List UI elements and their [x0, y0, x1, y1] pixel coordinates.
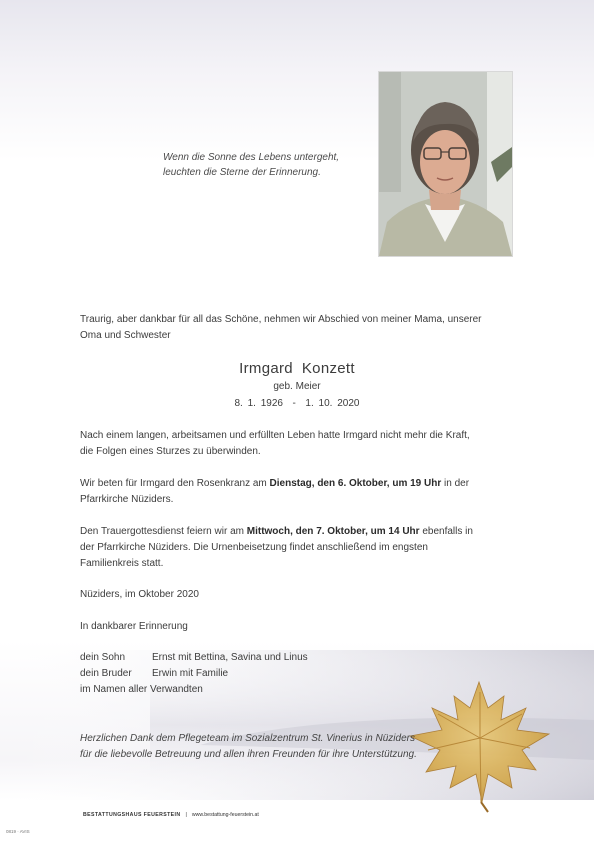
rosary-text: Wir beten für Irmgard den Rosenkranz am: [80, 478, 270, 489]
quote-line-1: Wenn die Sonne des Lebens untergeht,: [163, 152, 340, 163]
intro-line-1: Traurig, aber dankbar für all das Schöne, nehmen wir Abschied von meiner Mama, unserer: [80, 314, 482, 325]
life-dates: 8. 1. 1926 - 1. 10. 2020: [234, 398, 360, 409]
mourner-relation: dein Sohn: [80, 652, 126, 663]
intro-text: [80, 312, 520, 344]
rosary-line-1: [80, 476, 520, 492]
life-line-2: die Folgen eines Sturzes zu überwinden.: [80, 446, 261, 457]
quote-line-2: leuchten die Sterne der Erinnerung.: [163, 167, 321, 178]
footer-separator: |: [185, 812, 187, 818]
service-text: Den Trauergottesdienst feiern wir am: [80, 526, 247, 537]
life-paragraph: [80, 428, 520, 460]
service-line-1: [80, 524, 520, 540]
place-date: Nüziders, im Oktober 2020: [80, 589, 199, 600]
mourner-names: Erwin mit Familie: [152, 668, 229, 679]
print-code: 0819 · AVIS: [6, 829, 30, 834]
service-paragraph: [80, 524, 520, 572]
rosary-text-end: in der: [441, 478, 470, 489]
rosary-date: Dienstag, den 6. Oktober, um 19 Uhr: [269, 478, 442, 489]
service-line-2: der Pfarrkirche Nüziders. Die Urnenbeisetzung findet anschließend im engsten: [80, 542, 428, 553]
thanks-line-1: Herzlichen Dank dem Pflegeteam im Sozialzentrum St. Vinerius in Nüziders: [80, 733, 415, 744]
life-line-1: Nach einem langen, arbeitsamen und erfüllten Leben hatte Irmgard nicht mehr die Kraft,: [80, 430, 470, 441]
mourner-relation: dein Bruder: [80, 668, 132, 679]
service-line-3: Familienkreis statt.: [80, 558, 164, 569]
mourner-names: Ernst mit Bettina, Savina und Linus: [152, 652, 308, 663]
funeral-home-name: BESTATTUNGSHAUS FEUERSTEIN: [83, 812, 181, 818]
rosary-line-2: Pfarrkirche Nüziders.: [80, 494, 174, 505]
service-text-end: ebenfalls in: [419, 526, 473, 537]
memorial-quote: [163, 150, 339, 180]
portrait-photo: [378, 71, 513, 257]
funeral-home-url[interactable]: www.bestattung-feuerstein.at: [191, 812, 259, 818]
thanks-note: [80, 731, 417, 763]
thanks-line-2: für die liebevolle Betreuung und allen ihren Freunden für ihre Unterstützung.: [80, 749, 417, 760]
birth-name: geb. Meier: [273, 381, 321, 392]
funeral-home-footer: [83, 812, 259, 818]
remembrance-line: In dankbarer Erinnerung: [80, 621, 188, 632]
mourners-all: im Namen aller Verwandten: [80, 684, 203, 695]
intro-line-2: Oma und Schwester: [80, 330, 171, 341]
rosary-paragraph: [80, 476, 520, 508]
service-date: Mittwoch, den 7. Oktober, um 14 Uhr: [246, 526, 420, 537]
maple-leaf-image: [404, 678, 554, 813]
deceased-name: Irmgard Konzett: [239, 360, 355, 377]
